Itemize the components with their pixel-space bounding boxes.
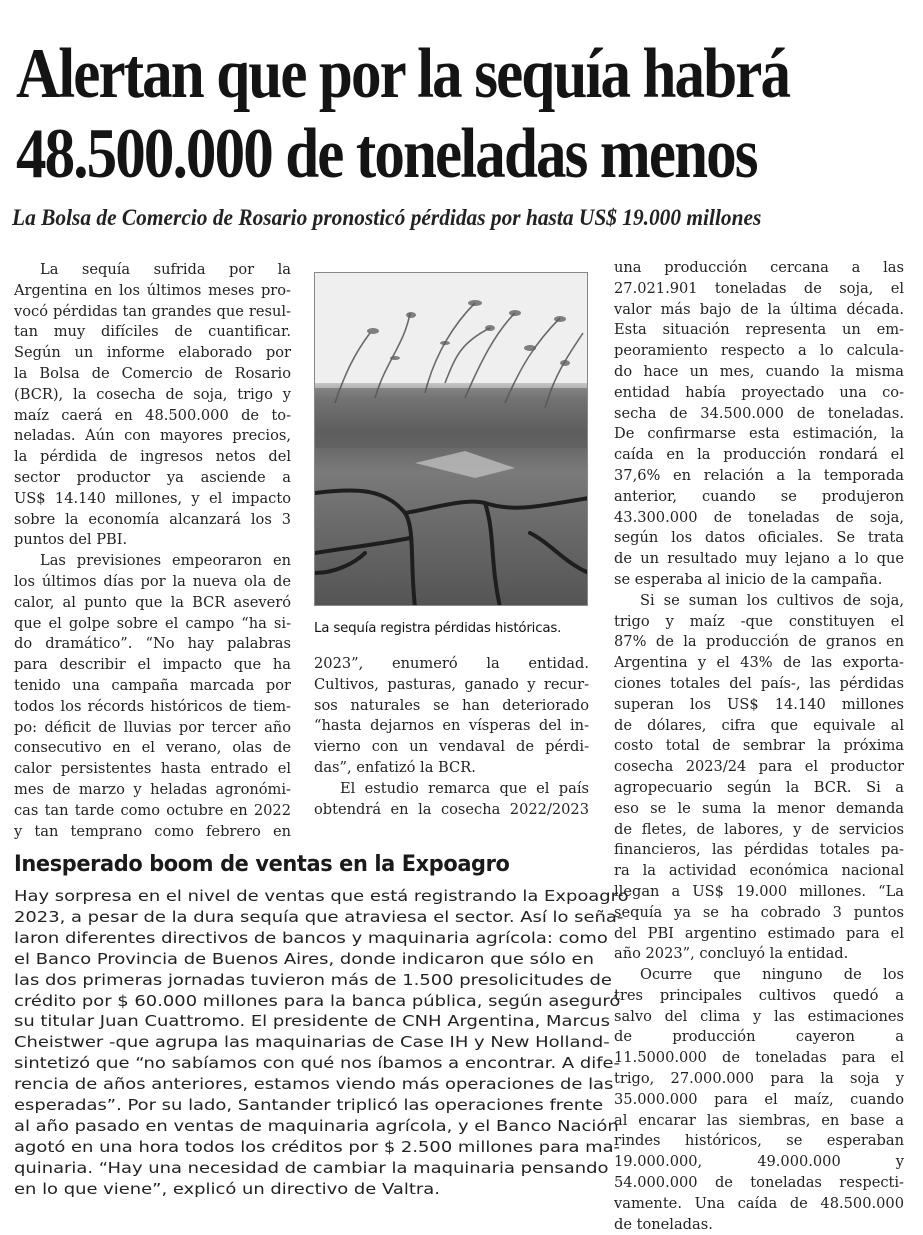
text-line: rindes históricos, se esperaban	[614, 1132, 904, 1150]
text-line: 35.000.000 para el maíz, cuando	[614, 1090, 904, 1108]
text-line: La sequía sufrida por la	[40, 261, 291, 278]
text-line: puntos del PBI.	[14, 531, 128, 549]
text-line: mes de marzo y heladas agronómi-	[14, 780, 291, 798]
text-line: calor, al punto que la BCR aseveró	[14, 593, 291, 611]
text-line: superan los US$ 14.140 millones	[614, 695, 904, 713]
text-line: todos los récords históricos de tiem-	[14, 697, 291, 715]
text-line: sintetizó que “no sabíamos con qué nos íbamos a encontrar. A dife-	[14, 1054, 621, 1073]
text-line: al encarar las siembras, en base a	[614, 1111, 904, 1129]
text-line: trigo, 27.000.000 para la soja y	[614, 1070, 904, 1088]
text-line: secha de 34.500.000 de toneladas.	[614, 404, 904, 422]
text-line: “hasta dejarnos en vísperas del in-	[314, 717, 589, 735]
text-line: tenido una campaña marcada por	[14, 676, 291, 694]
drought-photo	[314, 272, 588, 606]
text-line: obtendrá en la cosecha 2022/2023	[314, 800, 589, 818]
text-line: 2023”, enumeró la entidad.	[314, 655, 589, 672]
text-line: que el golpe sobre el campo “ha si-	[14, 614, 291, 632]
text-line: tres principales cultivos quedó a	[614, 986, 904, 1004]
text-line: Si se suman los cultivos de soja,	[640, 591, 904, 609]
text-line: peoramiento respecto a lo calcula-	[614, 342, 904, 360]
text-line: quinaria. “Hay una necesidad de cambiar la maquinaria pensando	[14, 1158, 609, 1177]
text-line: 2023, a pesar de la dura sequía que atraviesa el sector. Así lo seña-	[14, 907, 624, 926]
text-line: neladas. Aún con mayores precios,	[14, 427, 291, 445]
text-line: en lo que viene”, explicó un directivo de Valtra.	[14, 1179, 440, 1198]
text-line: do dramático”. “No hay palabras	[14, 635, 291, 653]
text-line: cas tan tarde como octubre en 2022	[14, 801, 291, 819]
text-line: año 2023”, concluyó la entidad.	[614, 945, 849, 963]
text-line: salvo del clima y las estimaciones	[614, 1007, 904, 1025]
text-line: de producción cayeron a	[614, 1028, 904, 1046]
text-line: según los datos oficiales. Se trata	[614, 529, 904, 547]
article-column-2	[314, 654, 589, 820]
text-line: ra la actividad económica nacional	[614, 862, 904, 880]
text-line: 11.5000.000 de toneladas para el	[614, 1049, 904, 1067]
text-line: laron diferentes directivos de bancos y maquinaria agrícola: como	[14, 928, 608, 947]
text-line: eso se le suma la menor demanda	[614, 799, 904, 817]
text-line: das”, enfatizó la BCR.	[314, 758, 476, 776]
text-line: el Banco Provincia de Buenos Aires, donde indicaron que sólo en	[14, 949, 594, 968]
text-line: crédito por $ 60.000 millones para la banca pública, según aseguró	[14, 991, 621, 1010]
text-line: la pérdida de ingresos netos del	[14, 448, 291, 466]
article-column-3	[614, 258, 904, 1235]
text-line: sos naturales se han deteriorado	[314, 696, 589, 714]
text-line: cosecha 2023/24 para el productor	[614, 758, 904, 776]
text-line: costo total de sembrar la próxima	[614, 737, 904, 755]
text-line: su titular Juan Cuattromo. El presidente de CNH Argentina, Marcus	[14, 1012, 611, 1031]
article-column-1	[14, 260, 291, 842]
text-line: agropecuario según la BCR. Si a	[614, 778, 904, 796]
text-line: de un resultado muy lejano a lo que	[614, 550, 904, 568]
text-line: US$ 14.140 millones, y el impacto	[14, 489, 291, 507]
sidebar-story-body	[14, 886, 629, 1200]
text-line: 87% de la producción de granos en	[614, 633, 904, 651]
text-line: vierno con un vendaval de pérdi-	[314, 738, 589, 756]
text-line: una producción cercana a las	[614, 259, 904, 276]
text-line: trigo y maíz -que constituyen el	[614, 612, 904, 630]
text-line: Hay sorpresa en el nivel de ventas que está registrando la Expoagro	[14, 887, 629, 905]
text-line: Según un informe elaborado por	[14, 344, 291, 362]
text-line: po: déficit de lluvias por tercer año	[14, 718, 291, 736]
text-line: maíz caerá en 48.500.000 de to-	[14, 406, 291, 424]
text-line: 27.021.901 toneladas de soja, el	[614, 279, 904, 297]
text-line: sobre la economía alcanzará los 3	[14, 510, 291, 528]
text-line: 37,6% en relación a la temporada	[614, 466, 904, 484]
text-line: 43.300.000 de toneladas de soja,	[614, 508, 904, 526]
text-line: vamente. Una caída de 48.500.000	[614, 1194, 904, 1212]
text-line: y tan temprano como febrero en	[14, 822, 291, 840]
text-line: valor más bajo de la última década.	[614, 300, 904, 318]
text-line: de toneladas.	[614, 1215, 713, 1233]
text-line: 54.000.000 de toneladas respecti-	[614, 1174, 904, 1192]
text-line: tan muy difíciles de cuantificar.	[14, 323, 291, 341]
text-line: Argentina en los últimos meses pro-	[14, 281, 291, 299]
text-line: se esperaba al inicio de la campaña.	[614, 570, 883, 588]
photo-caption: La sequía registra pérdidas históricas.	[314, 621, 562, 636]
headline-line-1: Alertan que por la sequía habrá	[16, 35, 790, 113]
text-line: ciones totales del país-, las pérdidas	[614, 674, 904, 692]
headline-line-2: 48.500.000 de toneladas menos	[16, 115, 757, 193]
text-line: agotó en una hora todos los créditos por $ 2.500 millones para ma-	[14, 1137, 621, 1156]
text-line: Ocurre que ninguno de los	[640, 966, 904, 984]
text-line: El estudio remarca que el país	[340, 779, 589, 797]
text-line: al año pasado en ventas de maquinaria agrícola, y el Banco Nación	[14, 1116, 619, 1135]
text-line: (BCR), la cosecha de soja, trigo y	[14, 385, 291, 403]
text-line: consecutivo en el verano, olas de	[14, 739, 291, 757]
text-line: Cheistwer -que agrupa las maquinarias de Case IH y New Holland-	[14, 1033, 610, 1052]
text-line: entidad había proyectado una co-	[614, 383, 904, 401]
text-line: esperadas”. Por su lado, Santander triplicó las operaciones frente	[14, 1096, 604, 1115]
text-line: calor persistentes hasta entrado el	[14, 760, 291, 778]
cracked-soil-image	[315, 273, 588, 606]
text-line: de dólares, cifra que equivale al	[614, 716, 904, 734]
text-line: anterior, cuando se produjeron	[614, 487, 904, 505]
text-line: del PBI argentino estimado para el	[614, 924, 904, 942]
text-line: de fletes, de labores, y de servicios	[614, 820, 904, 838]
subheadline: La Bolsa de Comercio de Rosario pronosticó pérdidas por hasta US$ 19.000 millones	[12, 205, 762, 230]
text-line: caída en la producción rondará el	[614, 446, 904, 464]
text-line: rencia de años anteriores, estamos viendo más operaciones de las	[14, 1075, 614, 1094]
sidebar-story-title: Inesperado boom de ventas en la Expoagro	[14, 852, 510, 877]
text-line: vocó pérdidas tan grandes que resul-	[14, 302, 291, 320]
text-line: De confirmarse esta estimación, la	[614, 425, 904, 443]
text-line: los últimos días por la nueva ola de	[14, 572, 291, 590]
headline	[16, 34, 790, 194]
text-line: la Bolsa de Comercio de Rosario	[14, 364, 291, 382]
text-line: para describir el impacto que ha	[14, 656, 291, 674]
text-line: Las previsiones empeoraron en	[40, 552, 291, 570]
text-line: las dos primeras jornadas tuvieron más de 1.500 presolicitudes de	[14, 970, 612, 989]
text-line: sector productor ya asciende a	[14, 468, 291, 486]
text-line: Cultivos, pasturas, ganado y recur-	[314, 675, 589, 693]
text-line: 19.000.000, 49.000.000 y	[614, 1153, 904, 1171]
text-line: llegan a US$ 19.000 millones. “La	[614, 882, 904, 900]
text-line: Esta situación representa un em-	[614, 321, 904, 339]
text-line: do hace un mes, cuando la misma	[614, 362, 904, 380]
text-line: financieros, las pérdidas totales pa-	[614, 841, 904, 859]
text-line: sequía ya se ha cobrado 3 puntos	[614, 903, 904, 921]
text-line: Argentina y el 43% de las exporta-	[614, 654, 904, 672]
